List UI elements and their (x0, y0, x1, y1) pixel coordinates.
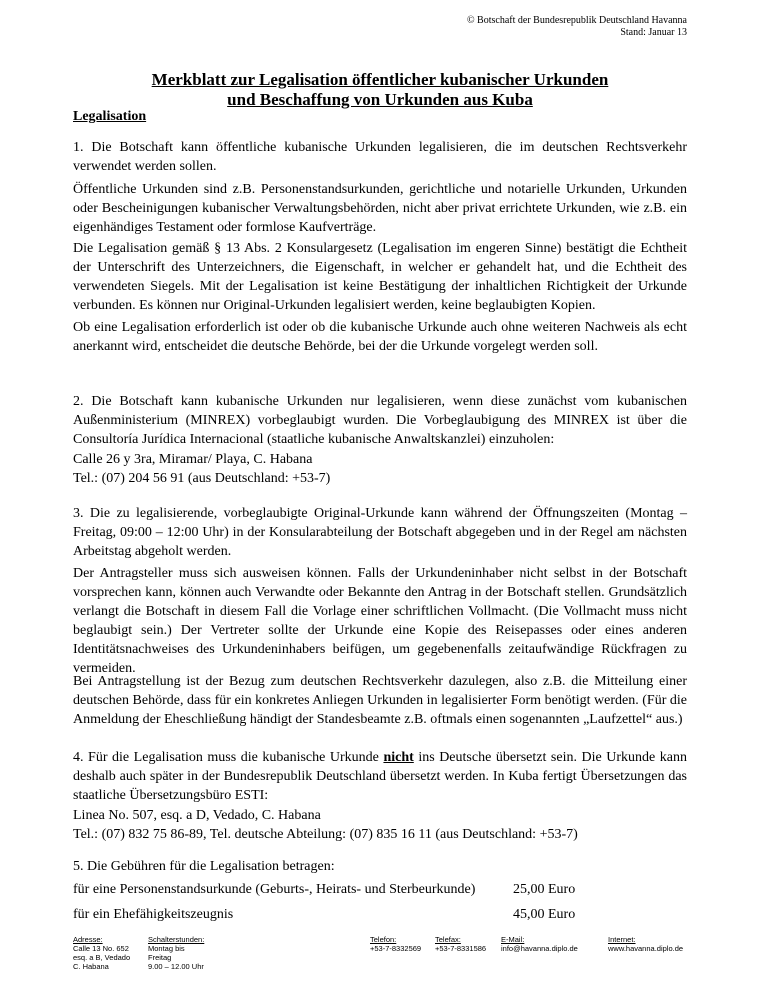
copyright-line: © Botschaft der Bundesrepublik Deutschland Havanna (466, 15, 687, 26)
footer-line: esq. a B, Vedado (73, 953, 131, 962)
footer-address (73, 935, 130, 971)
address-line: Linea No. 507, esq. a D, Vedado, C. Habana (73, 808, 321, 823)
web-link[interactable]: www.havanna.diplo.de (608, 944, 684, 953)
paragraph-9 (73, 748, 687, 805)
p9-after: ins Deutsche übersetzt sein. Die Urkunde kann deshalb auch später in der Bundesrepublik Deutschland übersetzt werden. In Kuba fertigt Übersetzungen das staatliche Übersetzungsbüro ESTI: (73, 750, 687, 803)
phone-line: Tel.: (07) 832 75 86-89, Tel. deutsche Abteilung: (07) 835 16 11 (aus Deutschland: +53-7) (73, 827, 578, 842)
paragraph-1: 1. Die Botschaft kann öffentliche kubanische Urkunden legalisieren, die im deutschen Rechtsverkehr verwendet werden sollen. (73, 140, 687, 174)
paragraph-10: 5. Die Gebühren für die Legalisation betragen: (73, 859, 335, 874)
document-title (73, 70, 687, 110)
footer-email (501, 935, 578, 953)
header-block (467, 15, 687, 39)
title-line-2: und Beschaffung von Urkunden aus Kuba (227, 90, 533, 109)
footer-line: Calle 13 No. 652 (73, 944, 129, 953)
fee-row (73, 905, 687, 924)
paragraph-8: Bei Antragstellung ist der Bezug zum deutschen Rechtsverkehr dazulegen, also z.B. die Mitteilung einer deutschen Behörde, dass für ein konkretes Anliegen Urkunden in legalisierter Form benötigt werden. (Für die Anmeldung der Eheschließung händigt der Standesbeamte z.B. oftmals einen sogenannten „Laufzettel“ aus.) (73, 674, 687, 727)
footer-label: Telefon: (370, 935, 397, 944)
footer-label: Internet: (608, 935, 636, 944)
footer-hours (148, 935, 204, 971)
fax-number: +53-7-8331586 (435, 944, 487, 953)
paragraph-7: Der Antragsteller muss sich ausweisen können. Falls der Urkundeninhaber nicht selbst in der Botschaft vorsprechen kann, können auch Verwandte oder Bekannte den Antrag in der Botschaft stellen. Grundsätzlich verlangt die Botschaft in diesem Fall die Vorlage einer schriftlichen Vollmacht. (Die Vollmacht muss nicht beglaubigt sein.) Der Vertreter sollte der Urkunde eine Kopie des Reisepasses oder eines anderen Identitätsnachweises des Urkundeninhabers beifügen, um gegebenenfalls zeitaufwändige Rückfragen zu vermeiden. (73, 566, 687, 676)
title-line-1: Merkblatt zur Legalisation öffentlicher kubanischer Urkunden (151, 70, 609, 89)
phone-number: +53-7-8332569 (370, 944, 422, 953)
address-esti (73, 806, 687, 844)
p9-emphasis: nicht (383, 750, 414, 765)
address-line: Calle 26 y 3ra, Miramar/ Playa, C. Habana (73, 452, 313, 467)
footer-label: Schalterstunden: (148, 935, 205, 944)
paragraph-4: Ob eine Legalisation erforderlich ist oder ob die kubanische Urkunde auch ohne weiteren Nachweis als echt anerkannt wird, entscheidet die deutsche Behörde, bei der die Urkunde vorgelegt werden soll. (73, 320, 687, 354)
footer-label: E-Mail: (501, 935, 525, 944)
fee-label: für ein Ehefähigkeitszeugnis (73, 907, 234, 922)
date-line: Stand: Januar 13 (620, 27, 687, 38)
footer-line: C. Habana (73, 962, 109, 971)
footer-web (608, 935, 683, 953)
paragraph-6: 3. Die zu legalisierende, vorbeglaubigte Original-Urkunde kann während der Öffnungszeiten (Montag – Freitag, 09:00 – 12:00 Uhr) in der Konsularabteilung der Botschaft abgegeben und in der Regel am nächsten Arbeitstag abgeholt werden. (73, 506, 687, 559)
footer-line: Freitag (148, 953, 172, 962)
paragraph-3: Die Legalisation gemäß § 13 Abs. 2 Konsulargesetz (Legalisation im engeren Sinne) bestätigt die Echtheit der Unterschrift des Unterzeichners, die Eigenschaft, in welcher er gehandelt hat, und die Echtheit des verwendeten Siegels. Mit der Legalisation ist keine Bestätigung der inhaltlichen Richtigkeit der Urkunde verbunden. Es können nur Original-Urkunden legalisiert werden, keine beglaubigten Kopien. (73, 241, 687, 313)
fee-label: für eine Personenstandsurkunde (Geburts-, Heirats- und Sterbeurkunde) (73, 882, 476, 897)
address-consultoria (73, 450, 687, 488)
phone-line: Tel.: (07) 204 56 91 (aus Deutschland: +53-7) (73, 471, 331, 486)
fee-row (73, 880, 687, 899)
paragraph-2: Öffentliche Urkunden sind z.B. Personenstandsurkunden, gerichtliche und notarielle Urkunden, Urkunden oder Bescheinigungen kubanischer Verwaltungsbehörden, nicht aber privat errichtete Urkunden, wie z.B. ein eigenhändiges Testament oder formlose Kaufverträge. (73, 182, 687, 235)
footer-line: 9.00 – 12.00 Uhr (148, 962, 204, 971)
fee-amount: 25,00 Euro (513, 882, 576, 897)
footer-label: Telefax: (435, 935, 461, 944)
fee-amount: 45,00 Euro (513, 907, 576, 922)
section-heading: Legalisation (73, 109, 147, 124)
footer-line: Montag bis (148, 944, 185, 953)
footer-phone (370, 935, 421, 953)
footer-fax (435, 935, 486, 953)
email-link[interactable]: info@havanna.diplo.de (501, 944, 578, 953)
footer-label: Adresse: (73, 935, 103, 944)
paragraph-5: 2. Die Botschaft kann kubanische Urkunden nur legalisieren, wenn diese zunächst vom kubanischen Außenministerium (MINREX) vorbeglaubigt wurden. Die Vorbeglaubigung des MINREX ist über die Consultoría Jurídica Internacional (staatliche kubanische Anwaltskanzlei) einzuholen: (73, 394, 687, 447)
p9-before: 4. Für die Legalisation muss die kubanische Urkunde (73, 750, 384, 765)
